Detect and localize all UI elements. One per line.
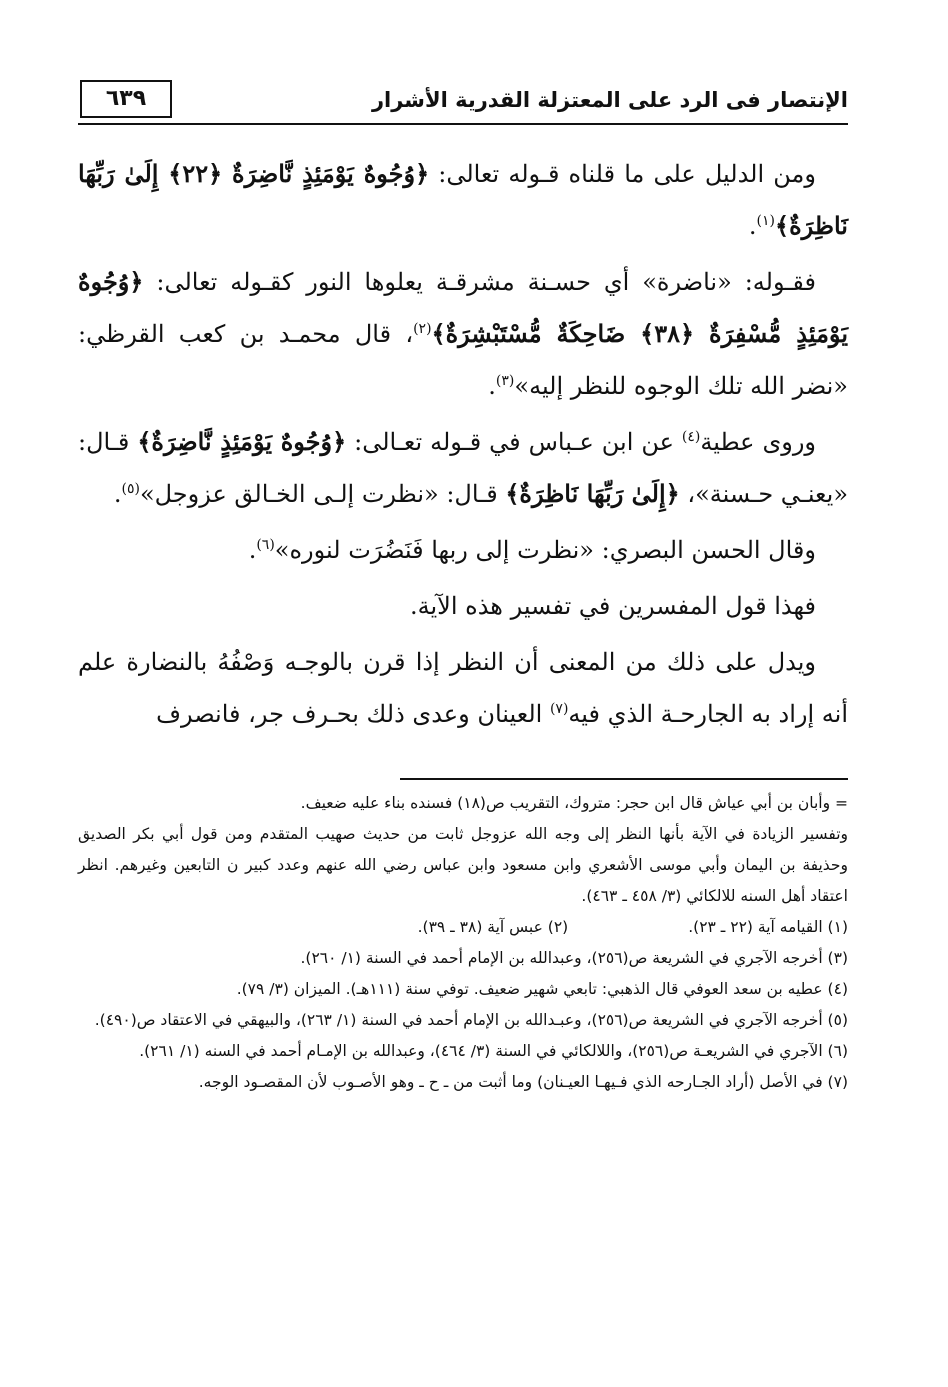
footnote-4: (٤) عطيه بن سعد العوفي قال الذهبي: تابعي شهير ضعيف. توفي سنة (١١١هـ). الميزان (٣/ ٧٩). (236, 980, 848, 998)
paragraph (78, 148, 848, 252)
footnote-7: (٧) في الأصل (أراد الجـارحه الذي فـيهـا العيـنان) وما أثبت من ـ ح ـ وهو الأصـوب لأن المقصـود الوجه. (198, 1073, 848, 1091)
quran-quote: ﴿وُجُوهٌ يَوْمَئِذٍ مُّسْفِرَةٌ ﴿٣٨﴾ ضَاحِكَةٌ مُّسْتَبْشِرَةٌ﴾ (78, 267, 848, 348)
footnote-1: (١) القيامه آية (٢٢ ـ ٢٣). (688, 918, 848, 936)
paragraph-text: فهذا قول المفسرين في تفسير هذه الآية. (409, 592, 816, 620)
paragraph-text: . (748, 212, 757, 240)
paragraph-text: ، قال محمـد بن كعب القرظي: «نضر الله تلك الوجوه للنظر إليه» (78, 320, 848, 400)
footnote-3: (٣) أخرجه الآجري في الشريعة ص(٢٥٦)، وعبدالله بن الإمام أحمد في السنة (١/ ٢٦٠). (300, 949, 848, 967)
paragraph (78, 580, 848, 632)
footnote-pair (78, 912, 848, 943)
paragraph (78, 256, 848, 412)
paragraph-text: قـال: «يعنـي حـسنة»، (78, 428, 848, 508)
paragraph-text: قـال: «نظرت إلـى الخـالق عزوجل» (139, 480, 506, 508)
footnote-5: (٥) أخرجه الآجري في الشريعة ص(٢٥٦)، وعبـدالله بن الإمام أحمد في السنة (١/ ٢٦٣)، والبيهقي في الاعتقاد ص(٤٩٠). (94, 1011, 848, 1029)
main-text (78, 148, 848, 744)
footnote-ref: (٧) (549, 701, 569, 717)
page-number: ٦٣٩ (105, 86, 147, 111)
paragraph-text: عن ابن عـباس في قـوله تعـالى: (346, 428, 682, 456)
paragraph-text: فقـوله: «ناضرة» أي حسـنة مشرقـة يعلوها النور كقـوله تعالى: (143, 268, 816, 296)
running-title: الإنتصار فى الرد على المعتزلة القدرية الأشرار (371, 88, 848, 112)
footnote-ref: (٦) (256, 537, 275, 553)
footnotes (78, 788, 848, 1098)
footnote-ref: (٢) (413, 321, 432, 337)
paragraph (78, 636, 848, 740)
footnote-separator (400, 778, 848, 780)
footnote-ref: (٥) (121, 481, 140, 497)
paragraph-text: ويدل على ذلك من المعنى أن النظر إذا قرن بالوجـه وَصْفُهُ بالنضارة علم أنه إراد به الجارحـة الذي فيه (78, 648, 848, 728)
footnote-6: (٦) الآجري في الشريعـة ص(٢٥٦)، واللالكائي في السنة (٣/ ٤٦٤)، وعبدالله بن الإمـام أحمد في السنه (١/ ٢٦١). (139, 1042, 848, 1060)
page-number-box (80, 80, 172, 118)
quran-quote: ﴿وُجُوهٌ يَوْمَئِذٍ نَّاضِرَةٌ ﴿٢٢﴾ إِلَىٰ رَبِّهَا نَاظِرَةٌ﴾ (78, 159, 848, 240)
header-rule (78, 123, 848, 125)
paragraph-text: . (248, 536, 257, 564)
footnote-2: (٢) عبس آية (٣٨ ـ ٣٩). (417, 918, 569, 936)
paragraph-text: . (488, 372, 496, 400)
footnote-ref: (٤) (681, 429, 701, 445)
footnote-continuation: = وأبان بن أبي عياش قال ابن حجر: متروك، التقريب ص(١٨) فسنده بناء عليه ضعيف. (300, 794, 848, 812)
footnote-continuation: وتفسير الزيادة في الآية بأنها النظر إلى وجه الله عزوجل ثابت من حديث صهيب المتقدم ومن قول أبي بكر الصديق وحذيفة بن اليمان وأبي موسى الأشعري وابن مسعود وابن عباس رضي الله عنهم وعدد كبير ن التابعين وغيرهم. انظر اعتقاد أهل السنه للالكائي (٣/ ٤٥٨ ـ ٤٦٣). (78, 825, 848, 905)
paragraph-text: وقال الحسن البصري: «نظرت إلى ربها فَنَضُرَت لنوره» (274, 536, 816, 564)
paragraph (78, 416, 848, 520)
footnote-ref: (٣) (495, 373, 515, 389)
paragraph-text: وروى عطية (700, 428, 817, 456)
paragraph (78, 524, 848, 576)
paragraph-text: العينان وعدى ذلك بحـرف جر، فانصرف (156, 700, 550, 728)
footnote-ref: (١) (756, 213, 776, 229)
paragraph-text: . (113, 480, 122, 508)
quran-quote: ﴿وُجُوهٌ يَوْمَئِذٍ نَّاضِرَةٌ﴾ (137, 427, 347, 456)
paragraph-text: ومن الدليل على ما قلناه قـوله تعالى: (429, 160, 816, 188)
quran-quote: ﴿إِلَىٰ رَبِّهَا نَاظِرَةٌ﴾ (505, 479, 680, 508)
